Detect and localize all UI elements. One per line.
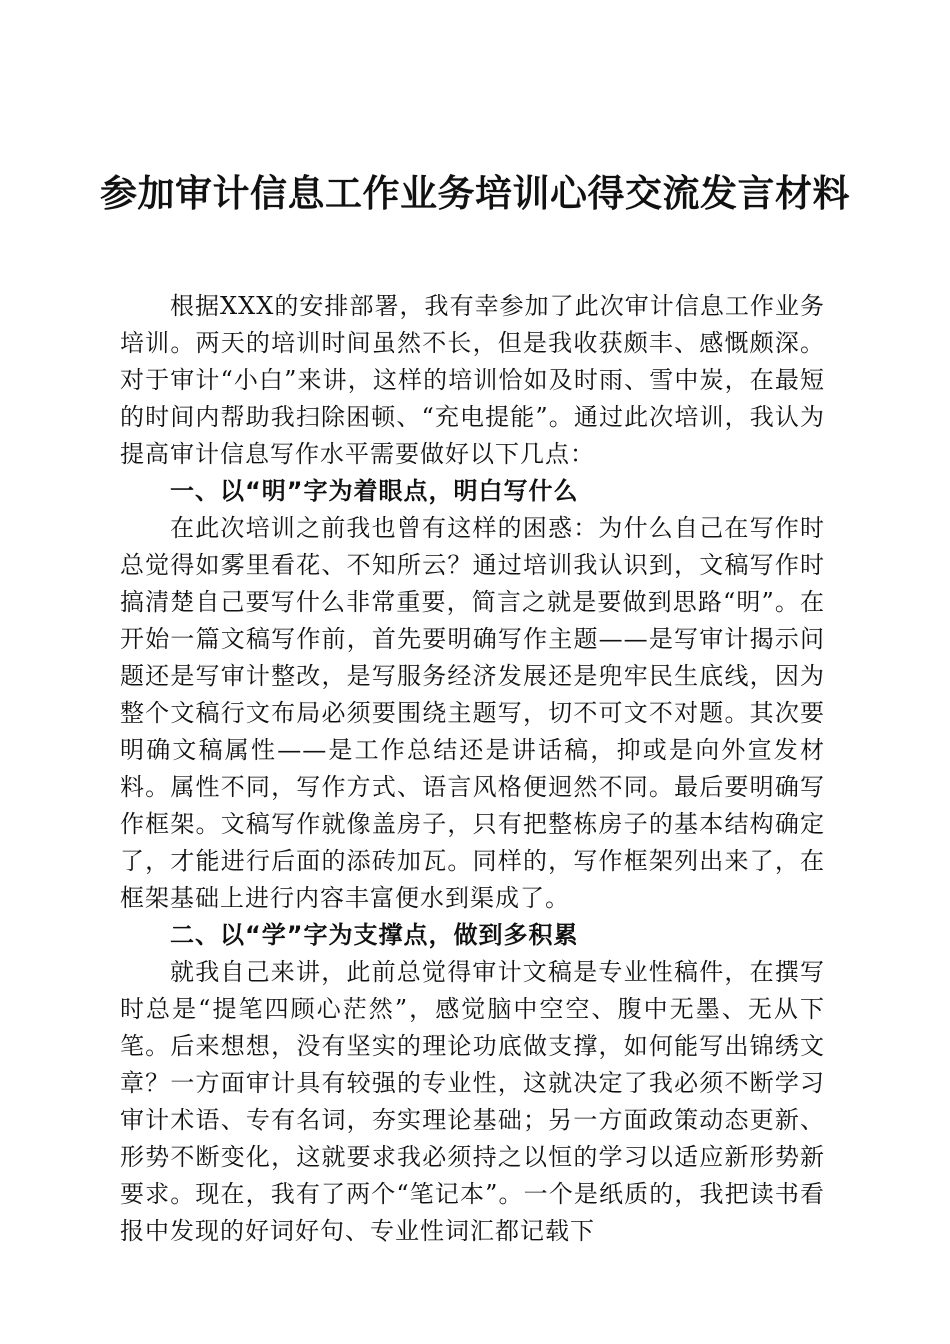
document-body bbox=[120, 288, 825, 1250]
intro-paragraph: 根据XXX的安排部署，我有幸参加了此次审计信息工作业务培训。两天的培训时间虽然不长，但是我收获颇丰、感慨颇深。对于审计“小白”来讲，这样的培训恰如及时雨、雪中炭，在最短的时间内帮助我扫除困顿、“充电提能”。通过此次培训，我认为提高审计信息写作水平需要做好以下几点： bbox=[120, 292, 825, 468]
document-title: 参加审计信息工作业务培训心得交流发言材料 bbox=[100, 171, 850, 215]
section-paragraph-1: 在此次培训之前我也曾有这样的困惑：为什么自己在写作时总觉得如雾里看花、不知所云？通过培训我认识到，文稿写作时搞清楚自己要写什么非常重要，简言之就是要做到思路“明”。在开始一篇文稿写作前，首先要明确写作主题——是写审计揭示问题还是写审计整改，是写服务经济发展还是兜牢民生底线，因为整个文稿行文布局必须要围绕主题写，切不可文不对题。其次要明确文稿属性——是工作总结还是讲话稿，抑或是向外宣发材料。属性不同，写作方式、语言风格便迥然不同。最后要明确写作框架。文稿写作就像盖房子，只有把整栋房子的基本结构确定了，才能进行后面的添砖加瓦。同样的，写作框架列出来了，在框架基础上进行内容丰富便水到渠成了。 bbox=[120, 514, 825, 912]
section-paragraph-2: 就我自己来讲，此前总觉得审计文稿是专业性稿件，在撰写时总是“提笔四顾心茫然”，感觉脑中空空、腹中无墨、无从下笔。后来想想，没有坚实的理论功底做支撑，如何能写出锦绣文章？一方面审计具有较强的专业性，这就决定了我必须不断学习审计术语、专有名词，夯实理论基础；另一方面政策动态更新、形势不断变化，这就要求我必须持之以恒的学习以适应新形势新要求。现在，我有了两个“笔记本”。一个是纸质的，我把读书看报中发现的好词好句、专业性词汇都记载下 bbox=[120, 958, 825, 1245]
section-heading-2: 二、以“学”字为支撑点，做到多积累 bbox=[170, 921, 579, 949]
section-heading-1: 一、以“明”字为着眼点，明白写什么 bbox=[170, 477, 579, 505]
